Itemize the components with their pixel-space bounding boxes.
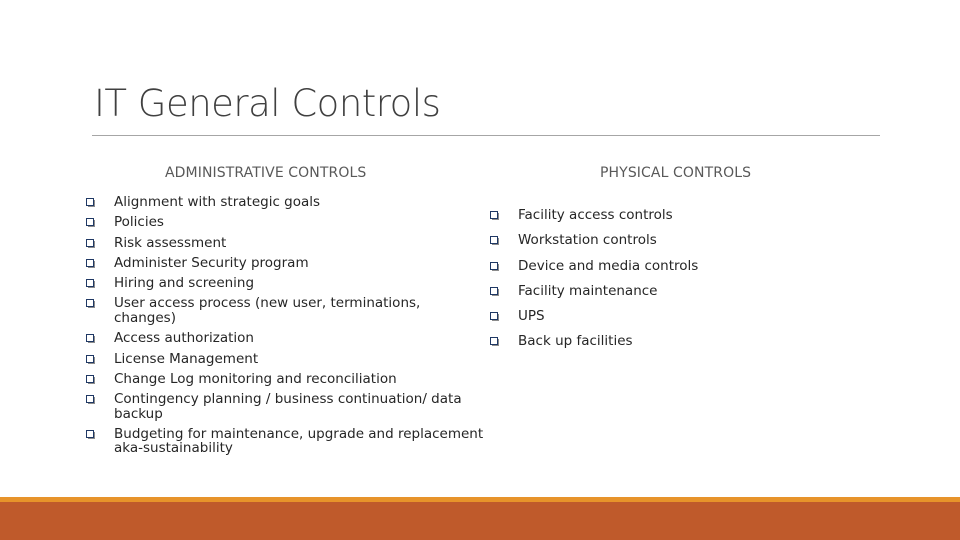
administrative-controls-heading: ADMINISTRATIVE CONTROLS [165, 165, 367, 181]
list-item: User access process (new user, terminations, changes) [86, 296, 486, 331]
list-item: Device and media controls [490, 259, 790, 284]
list-item: Budgeting for maintenance, upgrade and replacement aka-sustainability [86, 427, 486, 462]
list-item: Alignment with strategic goals [86, 195, 486, 215]
title-underline [92, 135, 880, 136]
hollow-square-bullet-icon [490, 287, 500, 297]
hollow-square-bullet-icon [490, 262, 500, 272]
hollow-square-bullet-icon [490, 312, 500, 322]
hollow-square-bullet-icon [86, 299, 96, 309]
hollow-square-bullet-icon [86, 430, 96, 440]
hollow-square-bullet-icon [86, 218, 96, 228]
hollow-square-bullet-icon [490, 337, 500, 347]
physical-controls-list [490, 208, 790, 360]
list-item: Workstation controls [490, 233, 790, 258]
physical-controls-heading: PHYSICAL CONTROLS [600, 165, 752, 181]
list-item: UPS [490, 309, 790, 334]
hollow-square-bullet-icon [490, 211, 500, 221]
footer-bar [0, 502, 960, 540]
list-item: Risk assessment [86, 236, 486, 256]
hollow-square-bullet-icon [86, 239, 96, 249]
list-item: Policies [86, 215, 486, 235]
slide-title: IT General Controls [94, 82, 441, 125]
hollow-square-bullet-icon [490, 236, 500, 246]
hollow-square-bullet-icon [86, 259, 96, 269]
list-item: Access authorization [86, 331, 486, 351]
list-item: Administer Security program [86, 256, 486, 276]
hollow-square-bullet-icon [86, 355, 96, 365]
list-item: Back up facilities [490, 334, 790, 359]
administrative-controls-list [86, 195, 486, 462]
list-item: Hiring and screening [86, 276, 486, 296]
hollow-square-bullet-icon [86, 395, 96, 405]
hollow-square-bullet-icon [86, 198, 96, 208]
hollow-square-bullet-icon [86, 375, 96, 385]
list-item: Facility access controls [490, 208, 790, 233]
hollow-square-bullet-icon [86, 334, 96, 344]
list-item: Contingency planning / business continuation/ data backup [86, 392, 486, 427]
list-item: License Management [86, 352, 486, 372]
hollow-square-bullet-icon [86, 279, 96, 289]
list-item: Change Log monitoring and reconciliation [86, 372, 486, 392]
list-item: Facility maintenance [490, 284, 790, 309]
